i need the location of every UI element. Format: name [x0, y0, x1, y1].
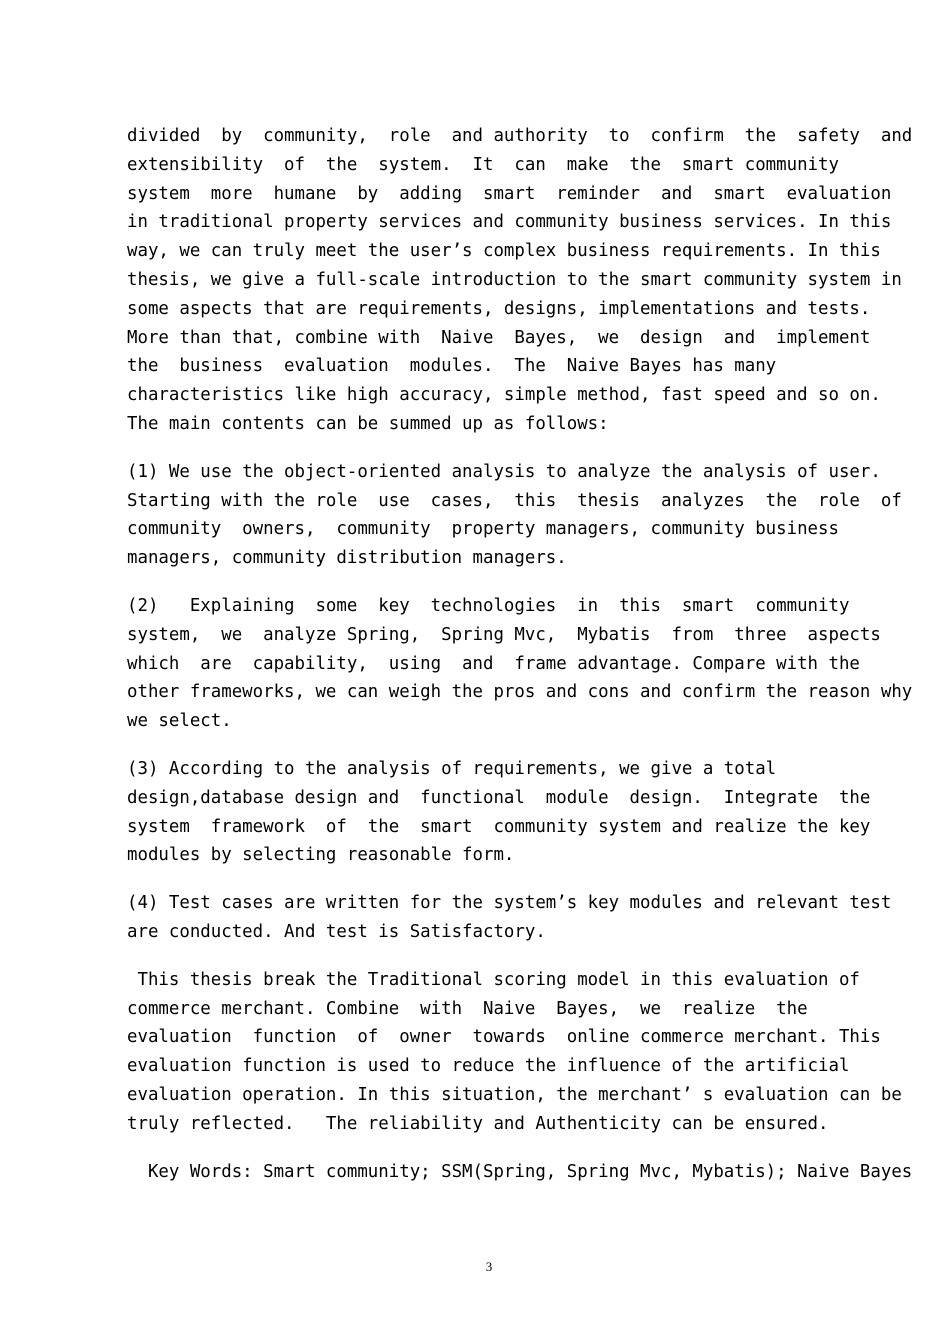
text-line: evaluation function of owner towards online commerce merchant. This	[127, 1027, 881, 1048]
text-line: community owners, community property managers, community business	[127, 519, 839, 540]
document-body	[127, 122, 913, 1186]
text-line: in traditional property services and community business services. In this	[127, 212, 892, 233]
text-line: Starting with the role use cases, this thesis analyzes the role of	[127, 490, 902, 511]
text-line: extensibility of the system. It can make the smart community	[127, 154, 839, 175]
text-line: The main contents can be summed up as follows:	[127, 413, 609, 434]
text-line: characteristics like high accuracy, simple method, fast speed and so on.	[127, 385, 881, 406]
text-line: This thesis break the Traditional scoring model in this evaluation of	[127, 969, 860, 990]
paragraph-evaluation	[127, 966, 902, 1139]
paragraph-item-2	[127, 592, 913, 736]
text-line: managers, community distribution managers.	[127, 548, 567, 569]
text-line: the business evaluation modules. The Naive Bayes has many	[127, 356, 777, 377]
text-line: evaluation function is used to reduce the influence of the artificial	[127, 1056, 850, 1077]
text-line: thesis, we give a full-scale introduction to the smart community system in	[127, 269, 902, 290]
text-line: More than that, combine with Naive Bayes, we design and implement	[127, 327, 871, 348]
paragraph-system-intro	[127, 122, 913, 439]
text-line: (2) Explaining some key technologies in this smart community	[127, 595, 850, 616]
text-line: are conducted. And test is Satisfactory.	[127, 921, 546, 942]
text-line: some aspects that are requirements, designs, implementations and tests.	[127, 298, 871, 319]
page-number: 3	[485, 1259, 493, 1274]
text-line: (1) We use the object-oriented analysis to analyze the analysis of user.	[127, 461, 881, 482]
text-line: (3) According to the analysis of requirements, we give a total	[127, 758, 777, 779]
text-line: truly reflected. The reliability and Authenticity can be ensured.	[127, 1113, 829, 1134]
text-line: (4) Test cases are written for the system’s key modules and relevant test	[127, 893, 892, 914]
paragraph-item-3	[127, 755, 871, 870]
text-line: system more humane by adding smart reminder and smart evaluation	[127, 183, 892, 204]
text-line: which are capability, using and frame advantage. Compare with the	[127, 653, 860, 674]
paragraph-key-words	[127, 1158, 913, 1187]
text-line: way, we can truly meet the user’s complex business requirements. In this	[127, 241, 881, 262]
text-line: we select.	[127, 711, 232, 732]
key-words-line: Key Words: Smart community; SSM(Spring, Spring Mvc, Mybatis); Naive Bayes	[127, 1161, 913, 1182]
text-line: divided by community, role and authority to confirm the safety and	[127, 126, 913, 146]
text-line: evaluation operation. In this situation, the merchant’ s evaluation can be	[127, 1084, 902, 1105]
paragraph-item-4	[127, 889, 892, 947]
text-line: modules by selecting reasonable form.	[127, 845, 515, 866]
text-line: other frameworks, we can weigh the pros and cons and confirm the reason why	[127, 682, 913, 703]
text-line: system, we analyze Spring, Spring Mvc, Mybatis from three aspects	[127, 624, 881, 645]
text-line: system framework of the smart community system and realize the key	[127, 816, 871, 837]
text-line: commerce merchant. Combine with Naive Bayes, we realize the	[127, 998, 808, 1019]
paragraph-item-1	[127, 458, 902, 573]
text-line: design,database design and functional module design. Integrate the	[127, 787, 871, 808]
